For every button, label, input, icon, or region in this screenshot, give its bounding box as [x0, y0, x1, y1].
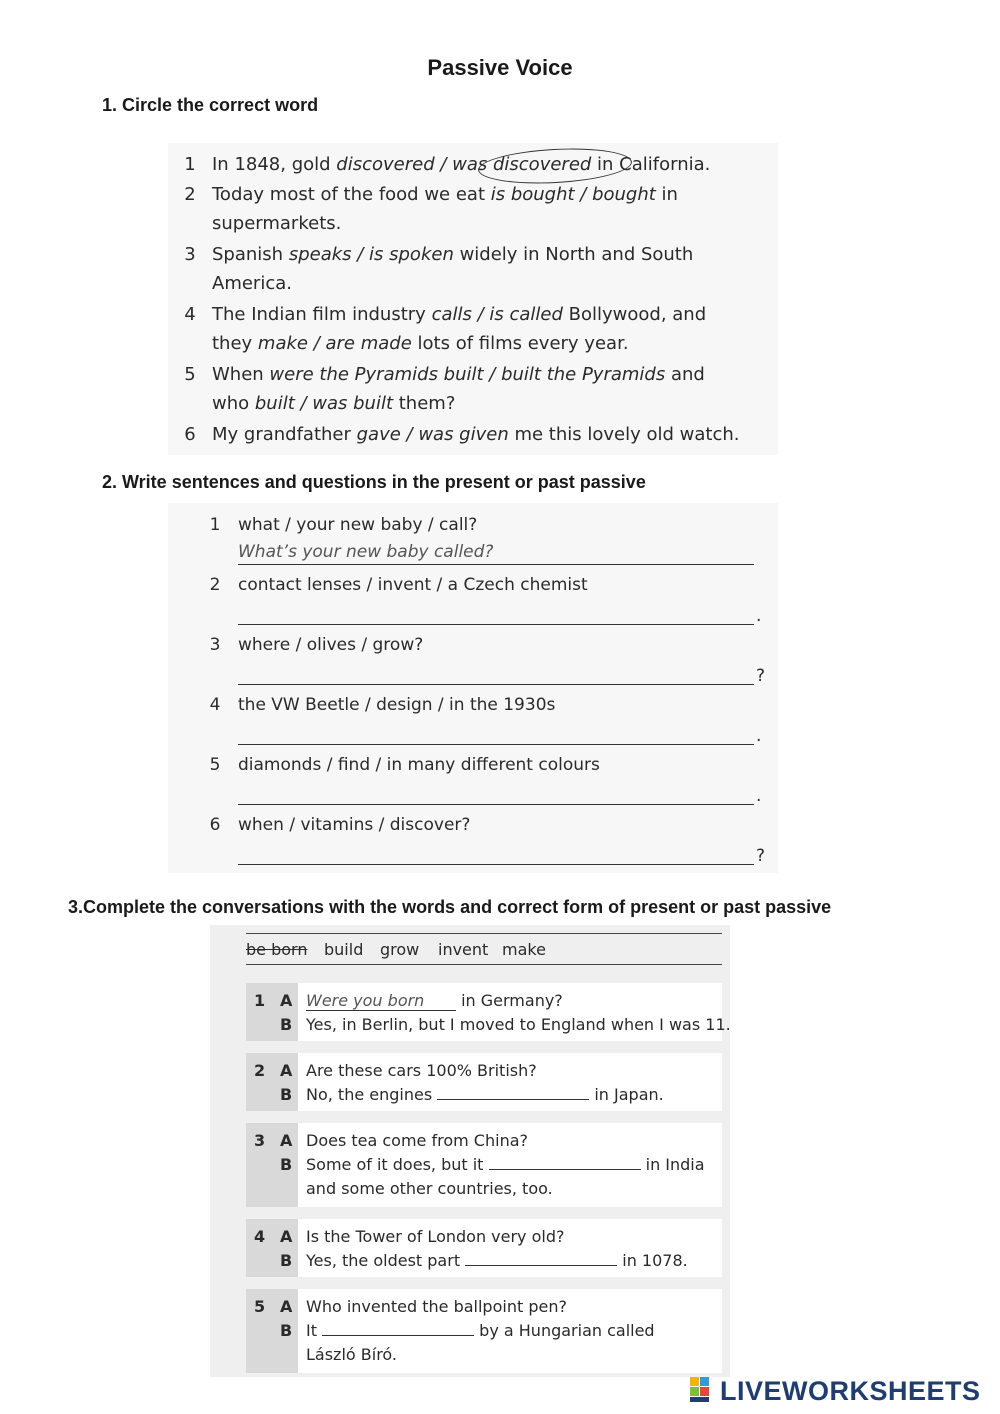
item-number: 3 — [184, 244, 196, 265]
word-box — [246, 933, 722, 965]
line-b-continued: László Bíró. — [306, 1345, 398, 1364]
word-option: build — [324, 940, 364, 959]
end-punctuation: ? — [756, 666, 766, 686]
item-number: 2 — [209, 575, 221, 595]
liveworksheets-logo — [690, 1376, 981, 1408]
item-number: 6 — [209, 815, 221, 835]
answer-line[interactable] — [238, 602, 754, 625]
answer-line[interactable] — [238, 782, 754, 805]
logo-mark-icon — [690, 1377, 718, 1403]
item-number: 5 — [184, 364, 196, 385]
answer-blank[interactable] — [465, 1251, 617, 1266]
speaker-a: A — [280, 1297, 293, 1316]
item-line: America. — [212, 273, 292, 294]
item-line: In 1848, gold discovered / was discovered in California. — [212, 154, 711, 175]
exercise1-item — [184, 240, 772, 298]
line-a: Is the Tower of London very old? — [306, 1227, 565, 1246]
item-number: 5 — [209, 755, 221, 775]
section3-heading: 3.Complete the conversations with the words and correct form of present or past passive — [68, 897, 832, 917]
line-b: Some of it does, but it in India — [306, 1155, 705, 1174]
item-prompt: when / vitamins / discover? — [238, 815, 471, 835]
exercise1-block — [168, 143, 778, 455]
item-line: My grandfather gave / was given me this lovely old watch. — [212, 424, 740, 445]
item-prompt: diamonds / find / in many different colours — [238, 755, 600, 775]
page-title: Passive Voice — [427, 55, 573, 80]
item-number: 3 — [209, 635, 221, 655]
answer-blank[interactable] — [489, 1155, 641, 1170]
end-punctuation: ? — [756, 846, 766, 866]
word-option: grow — [380, 940, 420, 959]
conversation-number: 4 — [254, 1227, 266, 1246]
conversation-number: 1 — [254, 991, 266, 1010]
item-line: they make / are made lots of films every year. — [212, 333, 629, 354]
item-prompt: the VW Beetle / design / in the 1930s — [238, 695, 556, 715]
logo-text: LIVEWORKSHEETS — [720, 1376, 981, 1406]
end-punctuation: . — [756, 606, 762, 626]
speaker-b: B — [280, 1085, 293, 1104]
item-number: 1 — [184, 154, 196, 175]
conversation — [246, 1123, 722, 1207]
line-a: Were you born in Germany? — [306, 991, 563, 1010]
speaker-b: B — [280, 1015, 293, 1034]
item-line: who built / was built them? — [212, 393, 456, 414]
line-a: Does tea come from China? — [306, 1131, 528, 1150]
conversation-number: 2 — [254, 1061, 266, 1080]
answer-line[interactable] — [238, 662, 754, 685]
item-line: When were the Pyramids built / built the Pyramids and — [212, 364, 705, 385]
conversation — [246, 1053, 722, 1111]
word-option: make — [502, 940, 546, 959]
item-number: 1 — [209, 515, 221, 535]
end-punctuation: . — [756, 786, 762, 806]
speaker-b: B — [280, 1155, 293, 1174]
line-b: No, the engines in Japan. — [306, 1085, 664, 1104]
item-prompt: what / your new baby / call? — [238, 515, 478, 535]
speaker-a: A — [280, 991, 293, 1010]
exercise1-item — [184, 420, 772, 449]
conversation-number: 5 — [254, 1297, 266, 1316]
exercise3-block — [210, 925, 730, 1377]
item-line: The Indian film industry calls / is called Bollywood, and — [212, 304, 707, 325]
item-line: supermarkets. — [212, 213, 342, 234]
item-line: Spanish speaks / is spoken widely in North and South — [212, 244, 694, 265]
speaker-a: A — [280, 1131, 293, 1150]
section1-heading: 1. Circle the correct word — [102, 95, 319, 115]
speaker-b: B — [280, 1321, 293, 1340]
line-b: Yes, in Berlin, but I moved to England when I was 11. — [306, 1015, 731, 1034]
item-prompt: where / olives / grow? — [238, 635, 424, 655]
end-punctuation: . — [756, 726, 762, 746]
answer-line[interactable]: What’s your new baby called? — [238, 542, 754, 565]
line-a: Who invented the ballpoint pen? — [306, 1297, 567, 1316]
item-line: Today most of the food we eat is bought / bought in — [212, 184, 678, 205]
conversation — [246, 983, 731, 1041]
speaker-b: B — [280, 1251, 293, 1270]
line-b-continued: and some other countries, too. — [306, 1179, 553, 1198]
exercise1-item — [184, 150, 772, 179]
line-b: It by a Hungarian called — [306, 1321, 655, 1340]
exercise1-item — [184, 360, 772, 418]
section2-heading: 2. Write sentences and questions in the present or past passive — [102, 472, 646, 492]
item-number: 2 — [184, 184, 196, 205]
exercise1-item — [184, 300, 772, 358]
line-b: Yes, the oldest part in 1078. — [306, 1251, 688, 1270]
word-option: invent — [438, 940, 489, 959]
item-prompt: contact lenses / invent / a Czech chemist — [238, 575, 588, 595]
answer-line[interactable] — [238, 722, 754, 745]
conversation — [246, 1219, 722, 1277]
answer-line[interactable] — [238, 842, 754, 865]
conversation-number: 3 — [254, 1131, 266, 1150]
item-number: 4 — [184, 304, 196, 325]
item-number: 4 — [209, 695, 221, 715]
conversation — [246, 1289, 722, 1373]
answer-blank[interactable]: Were you born — [306, 991, 456, 1011]
answer-blank[interactable] — [437, 1085, 589, 1100]
word-option: be born — [246, 940, 308, 959]
speaker-a: A — [280, 1227, 293, 1246]
answer-blank[interactable] — [322, 1321, 474, 1336]
speaker-a: A — [280, 1061, 293, 1080]
item-number: 6 — [184, 424, 196, 445]
exercise1-item — [184, 180, 772, 238]
exercise2-block — [168, 503, 778, 873]
line-a: Are these cars 100% British? — [306, 1061, 537, 1080]
